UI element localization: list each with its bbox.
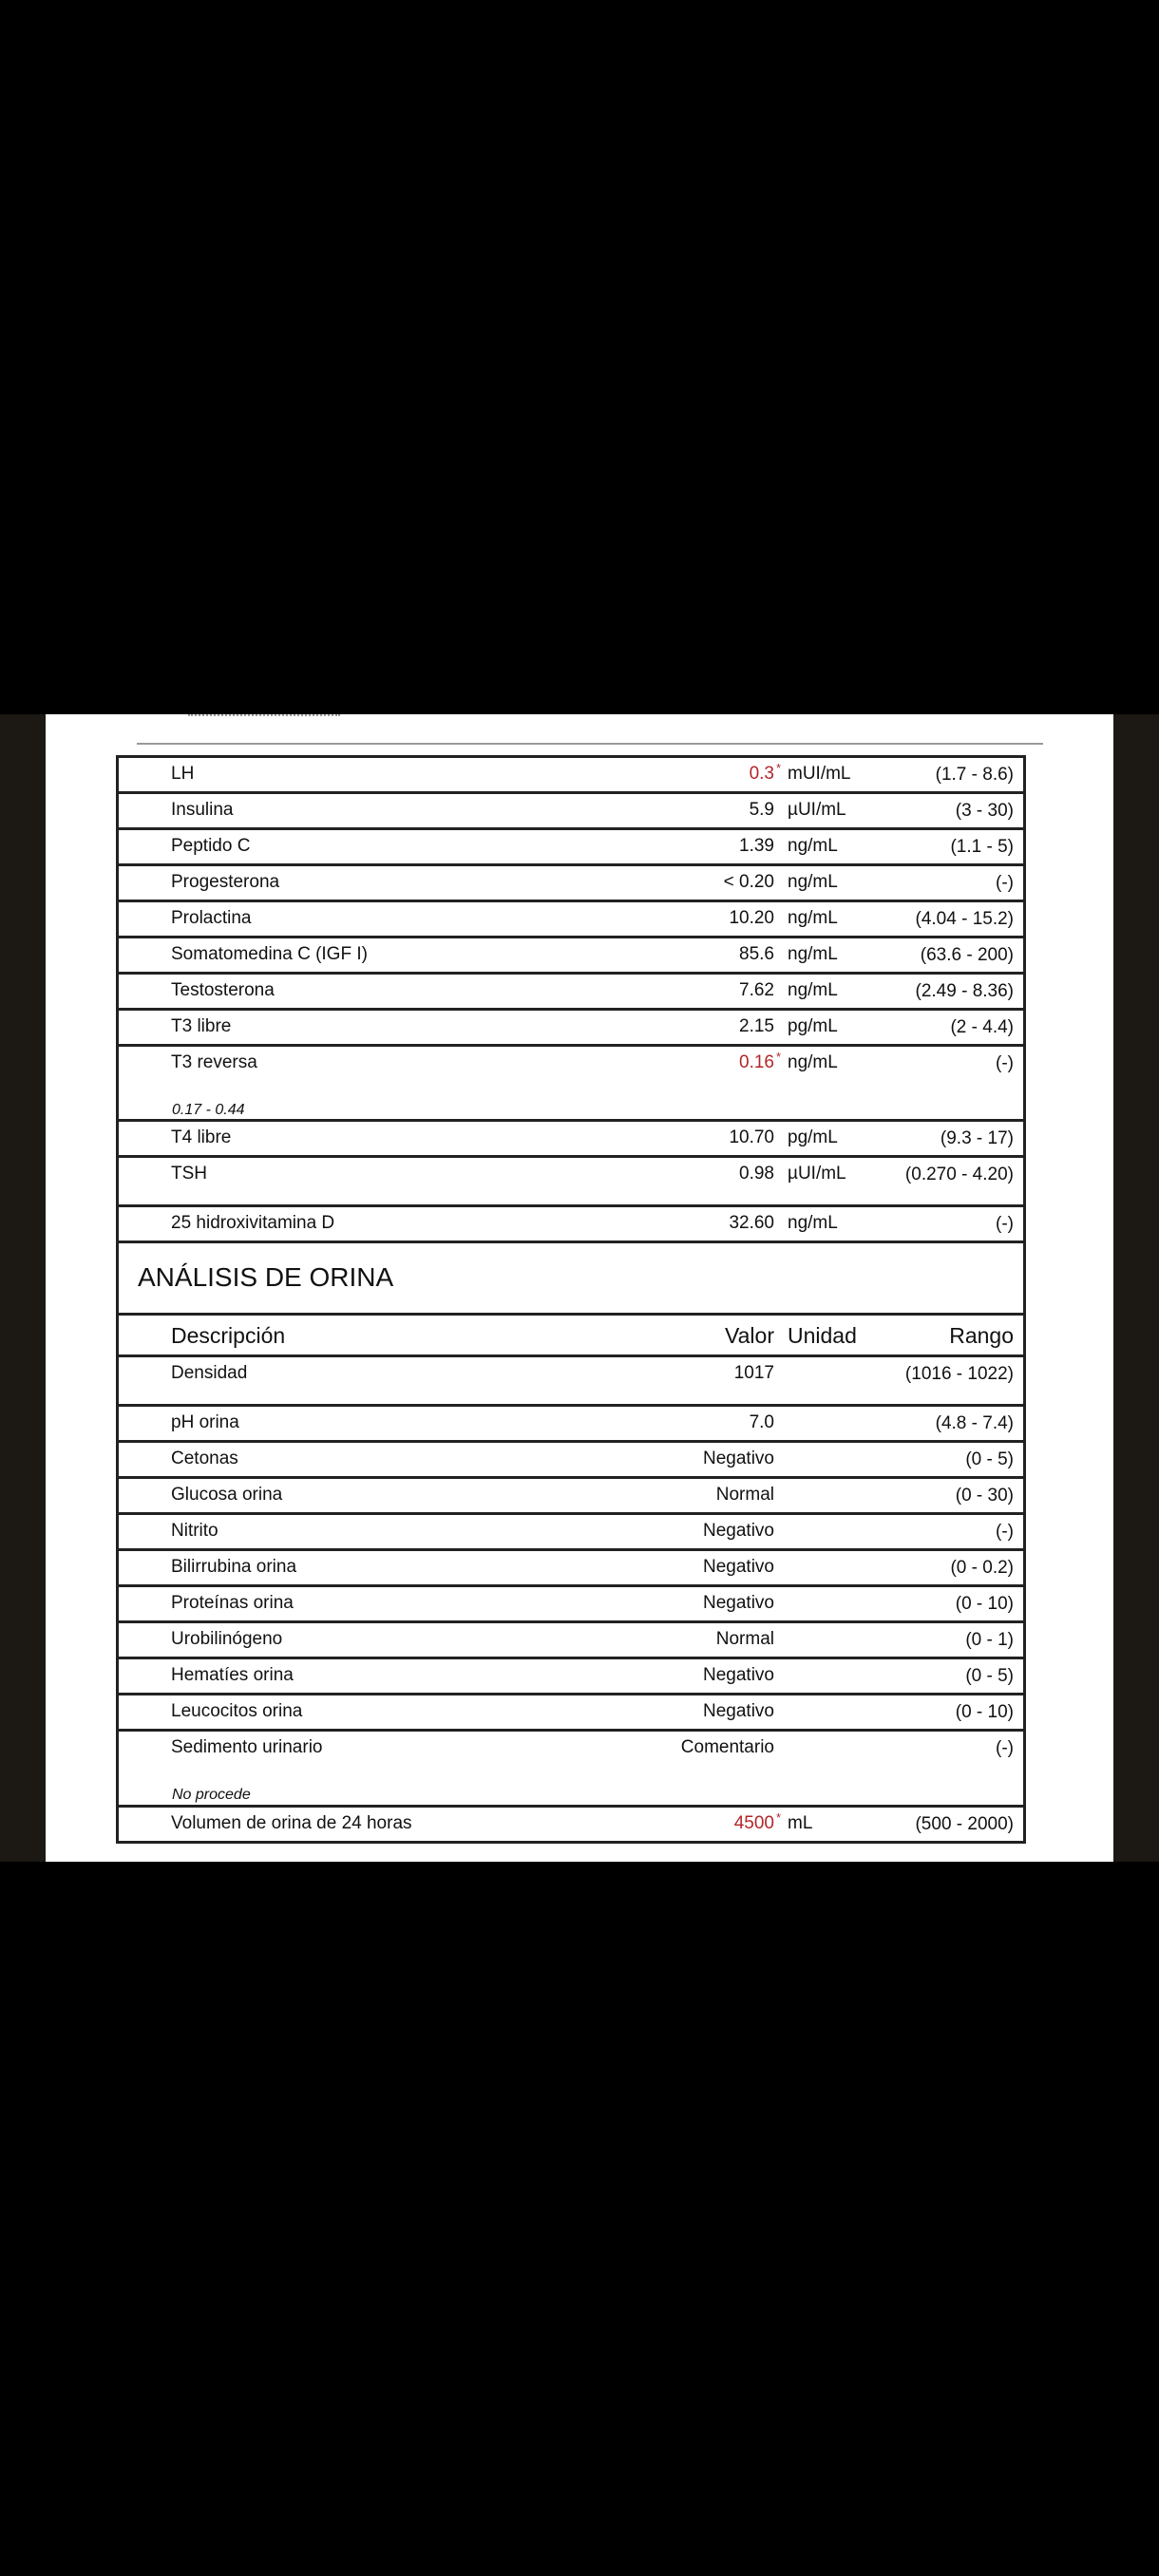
clipped-previous-line [188, 714, 340, 720]
reference-range: (1016 - 1022) [904, 1364, 1014, 1384]
test-value: 5.9 [749, 800, 774, 820]
test-name: Proteínas orina [171, 1593, 294, 1613]
result-row [119, 1695, 1023, 1732]
test-unit: mL [788, 1813, 813, 1833]
reference-range: (0 - 5) [965, 1666, 1014, 1686]
test-unit: pg/mL [788, 1127, 838, 1147]
test-unit: mUI/mL [788, 764, 851, 784]
result-comment: No procede [172, 1787, 251, 1803]
result-row [119, 794, 1023, 830]
test-name: Insulina [171, 800, 234, 820]
result-row [119, 1047, 1023, 1122]
test-unit: µUI/mL [788, 1164, 846, 1184]
test-value: Normal [715, 1485, 774, 1505]
result-row [119, 1407, 1023, 1443]
test-name: Somatomedina C (IGF I) [171, 944, 368, 964]
test-name: Sedimento urinario [171, 1737, 323, 1757]
test-value: Negativo [703, 1593, 774, 1613]
test-name: T4 libre [171, 1127, 232, 1147]
test-name: Volumen de orina de 24 horas [171, 1813, 412, 1833]
test-value: < 0.20 [723, 872, 774, 892]
test-value: 1.39 [739, 836, 774, 856]
test-value: Negativo [703, 1521, 774, 1541]
reference-range: (2 - 4.4) [950, 1017, 1014, 1037]
test-unit: ng/mL [788, 1213, 838, 1233]
out-of-range-flag: * [776, 1050, 782, 1064]
result-comment: 0.17 - 0.44 [172, 1102, 245, 1118]
result-row [119, 1207, 1023, 1243]
reference-range: (0 - 1) [965, 1630, 1014, 1650]
test-value: Normal [715, 1629, 774, 1649]
reference-range: (1.7 - 8.6) [935, 765, 1014, 785]
result-row [119, 1551, 1023, 1587]
result-row [119, 758, 1023, 794]
result-row [119, 1357, 1023, 1407]
reference-range: (0 - 10) [955, 1702, 1014, 1722]
reference-range: (-) [996, 1214, 1014, 1234]
test-name: T3 libre [171, 1016, 232, 1036]
test-name: 25 hidroxivitamina D [171, 1213, 335, 1233]
result-row [119, 1732, 1023, 1808]
test-value: 4500 [733, 1813, 774, 1833]
test-name: Prolactina [171, 908, 252, 928]
left-background-strip [0, 714, 46, 1862]
section-title: ANÁLISIS DE ORINA [138, 1262, 394, 1292]
test-value: 85.6 [739, 944, 774, 964]
test-unit: ng/mL [788, 908, 838, 928]
reference-range: (0 - 10) [955, 1594, 1014, 1614]
column-header-range: Rango [949, 1323, 1014, 1348]
reference-range: (4.04 - 15.2) [915, 909, 1014, 929]
test-value: 0.3 [749, 764, 774, 784]
column-header-description: Descripción [171, 1323, 286, 1348]
reference-range: (-) [996, 873, 1014, 893]
test-unit: ng/mL [788, 980, 838, 1000]
out-of-range-flag: * [776, 761, 782, 775]
test-value: 0.16 [739, 1052, 774, 1072]
reference-range: (500 - 2000) [915, 1814, 1014, 1834]
result-row [119, 830, 1023, 866]
test-value: Negativo [703, 1701, 774, 1721]
test-value: 0.98 [739, 1164, 774, 1184]
result-row [119, 1479, 1023, 1515]
test-unit: ng/mL [788, 836, 838, 856]
test-name: Leucocitos orina [171, 1701, 303, 1721]
result-row [119, 1443, 1023, 1479]
result-row [119, 1808, 1023, 1844]
test-value: Negativo [703, 1665, 774, 1685]
reference-range: (9.3 - 17) [940, 1128, 1014, 1148]
reference-range: (0 - 30) [955, 1486, 1014, 1506]
test-value: 2.15 [739, 1016, 774, 1036]
test-value: 10.20 [729, 908, 774, 928]
test-name: Testosterona [171, 980, 275, 1000]
header-divider [137, 743, 1043, 745]
result-row [119, 902, 1023, 938]
test-name: Glucosa orina [171, 1485, 283, 1505]
test-name: Densidad [171, 1363, 248, 1383]
test-unit: µUI/mL [788, 800, 846, 820]
reference-range: (63.6 - 200) [920, 945, 1014, 965]
test-unit: pg/mL [788, 1016, 838, 1036]
test-name: Bilirrubina orina [171, 1557, 297, 1577]
hormone-results-table [116, 755, 1026, 1844]
result-row [119, 975, 1023, 1011]
result-row [119, 1659, 1023, 1695]
table-header [119, 1316, 1023, 1357]
test-unit: ng/mL [788, 872, 838, 892]
test-name: Cetonas [171, 1449, 238, 1468]
test-value: 10.70 [729, 1127, 774, 1147]
test-name: Progesterona [171, 872, 280, 892]
test-name: Nitrito [171, 1521, 218, 1541]
test-name: Peptido C [171, 836, 251, 856]
result-row [119, 1587, 1023, 1623]
result-row [119, 866, 1023, 902]
test-unit: ng/mL [788, 1052, 838, 1072]
test-name: Urobilinógeno [171, 1629, 283, 1649]
reference-range: (1.1 - 5) [950, 837, 1014, 857]
reference-range: (3 - 30) [955, 801, 1014, 821]
urine-section-heading [119, 1243, 1023, 1316]
test-name: pH orina [171, 1412, 239, 1432]
column-header-unit: Unidad [788, 1323, 857, 1348]
reference-range: (0 - 0.2) [950, 1558, 1014, 1578]
result-row [119, 1158, 1023, 1207]
reference-range: (0 - 5) [965, 1449, 1014, 1469]
lab-report-page [46, 714, 1113, 1862]
reference-range: (2.49 - 8.36) [915, 981, 1014, 1001]
test-value: 1017 [733, 1363, 774, 1383]
test-value: Negativo [703, 1557, 774, 1577]
reference-range: (-) [996, 1522, 1014, 1542]
test-value: 7.0 [749, 1412, 774, 1432]
column-header-value: Valor [725, 1323, 774, 1348]
reference-range: (-) [996, 1053, 1014, 1073]
test-value: 7.62 [739, 980, 774, 1000]
test-name: T3 reversa [171, 1052, 257, 1072]
test-name: Hematíes orina [171, 1665, 294, 1685]
out-of-range-flag: * [776, 1810, 782, 1825]
result-row [119, 938, 1023, 975]
reference-range: (0.270 - 4.20) [904, 1165, 1014, 1184]
test-value: Negativo [703, 1449, 774, 1468]
right-background-strip [1113, 714, 1159, 1862]
test-name: TSH [171, 1164, 207, 1184]
result-row [119, 1515, 1023, 1551]
reference-range: (4.8 - 7.4) [935, 1413, 1014, 1433]
test-value: Comentario [680, 1737, 774, 1757]
test-value: 32.60 [729, 1213, 774, 1233]
test-unit: ng/mL [788, 944, 838, 964]
result-row [119, 1623, 1023, 1659]
reference-range: (-) [996, 1738, 1014, 1758]
result-row [119, 1122, 1023, 1158]
result-row [119, 1011, 1023, 1047]
test-name: LH [171, 764, 195, 784]
